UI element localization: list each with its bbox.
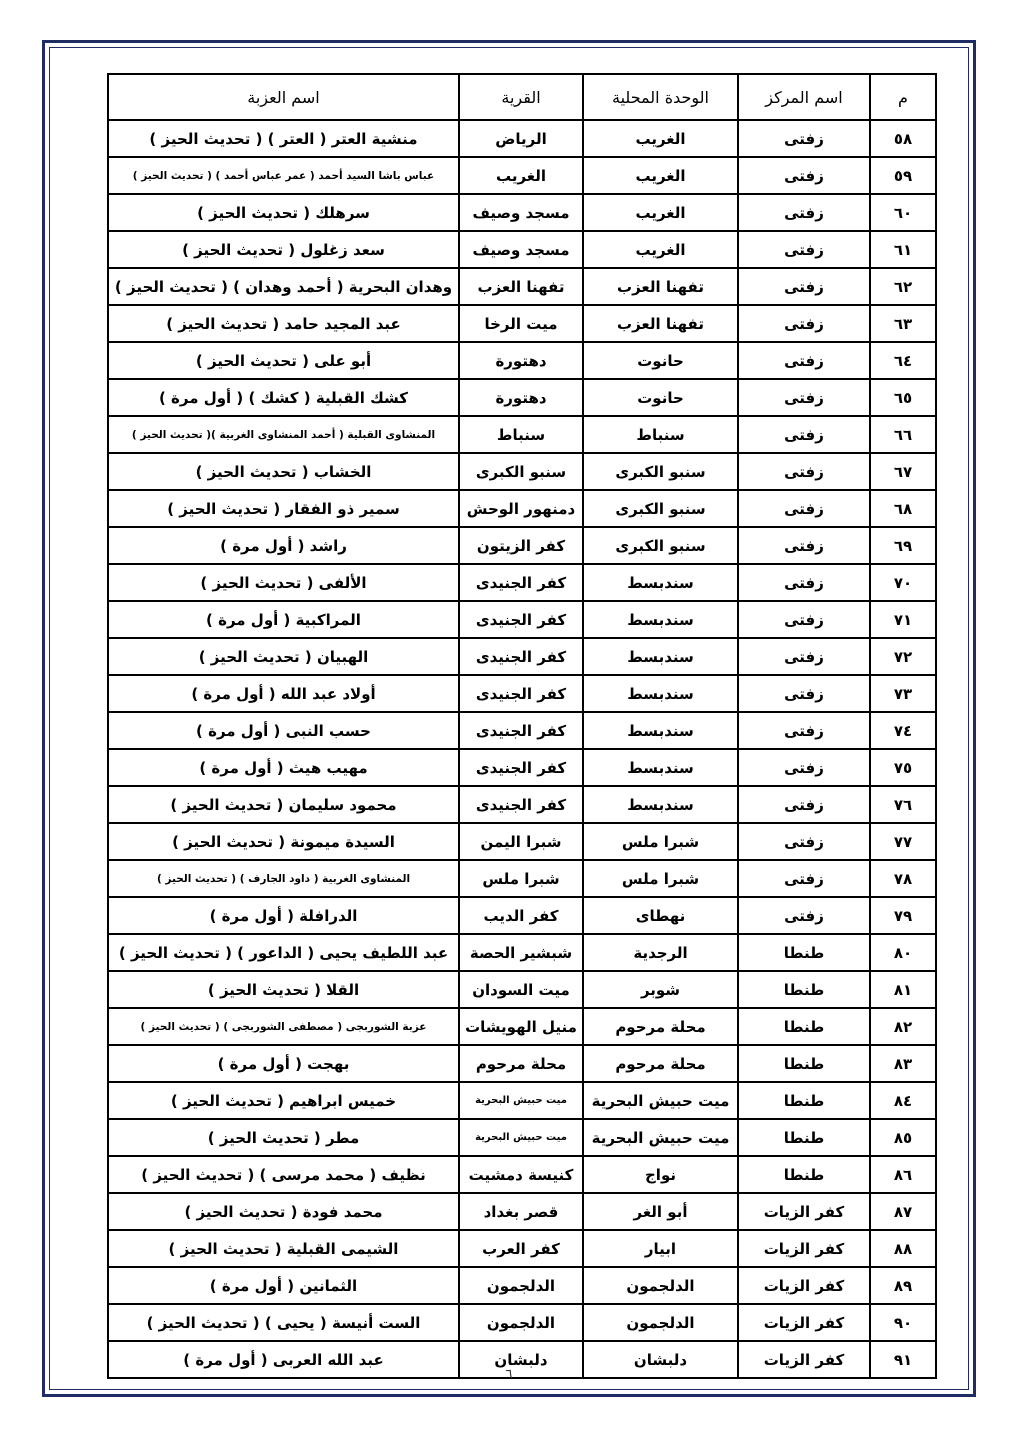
cell-center: طنطا	[738, 934, 870, 971]
cell-num: ٧٤	[870, 712, 936, 749]
cell-local-unit: سنبو الكبرى	[583, 490, 738, 527]
table-row	[108, 860, 936, 897]
cell-hamlet: عبد اللطيف يحيى ( الداعور ) ( تحديث الحيز )	[108, 934, 459, 971]
cell-hamlet: عبد الله العربى ( أول مرة )	[108, 1341, 459, 1378]
cell-village: الرياض	[459, 120, 583, 157]
cell-num: ٩٠	[870, 1304, 936, 1341]
cell-num: ٦٨	[870, 490, 936, 527]
cell-center: زفتى	[738, 379, 870, 416]
cell-center: زفتى	[738, 860, 870, 897]
cell-village: ميت السودان	[459, 971, 583, 1008]
cell-num: ٧٢	[870, 638, 936, 675]
table-row	[108, 675, 936, 712]
cell-hamlet: الشيمى القبلية ( تحديث الحيز )	[108, 1230, 459, 1267]
cell-center: طنطا	[738, 1045, 870, 1082]
header-hamlet: اسم العزبة	[108, 74, 459, 120]
cell-hamlet: محمد فودة ( تحديث الحيز )	[108, 1193, 459, 1230]
cell-local-unit: ميت حبيش البحرية	[583, 1082, 738, 1119]
cell-village: الدلجمون	[459, 1267, 583, 1304]
cell-hamlet: بهجت ( أول مرة )	[108, 1045, 459, 1082]
table-body	[108, 120, 936, 1378]
cell-hamlet: الهبيان ( تحديث الحيز )	[108, 638, 459, 675]
table-row	[108, 564, 936, 601]
cell-village: كفر الجنيدى	[459, 749, 583, 786]
cell-center: زفتى	[738, 527, 870, 564]
cell-num: ٧٩	[870, 897, 936, 934]
cell-village: الغريب	[459, 157, 583, 194]
cell-num: ٥٩	[870, 157, 936, 194]
cell-village: سنبو الكبرى	[459, 453, 583, 490]
cell-local-unit: الرجدية	[583, 934, 738, 971]
cell-local-unit: الدلجمون	[583, 1304, 738, 1341]
cell-local-unit: شوبر	[583, 971, 738, 1008]
cell-village: شبرا ملس	[459, 860, 583, 897]
cell-village: كفر الجنيدى	[459, 601, 583, 638]
cell-center: زفتى	[738, 157, 870, 194]
cell-hamlet: القلا ( تحديث الحيز )	[108, 971, 459, 1008]
cell-local-unit: تفهنا العزب	[583, 305, 738, 342]
cell-hamlet: نظيف ( محمد مرسى ) ( تحديث الحيز )	[108, 1156, 459, 1193]
cell-hamlet: سرهلك ( تحديث الحيز )	[108, 194, 459, 231]
cell-num: ٦٥	[870, 379, 936, 416]
cell-local-unit: الغريب	[583, 157, 738, 194]
cell-village: محلة مرحوم	[459, 1045, 583, 1082]
header-village: القرية	[459, 74, 583, 120]
cell-center: طنطا	[738, 1119, 870, 1156]
cell-hamlet: الألفى ( تحديث الحيز )	[108, 564, 459, 601]
cell-num: ٦٤	[870, 342, 936, 379]
table-row	[108, 823, 936, 860]
table-row	[108, 1267, 936, 1304]
cell-local-unit: ميت حبيش البحرية	[583, 1119, 738, 1156]
cell-village: دهتورة	[459, 379, 583, 416]
cell-center: زفتى	[738, 268, 870, 305]
cell-hamlet: المراكبية ( أول مرة )	[108, 601, 459, 638]
table-row	[108, 157, 936, 194]
cell-village: كفر الزيتون	[459, 527, 583, 564]
table-row	[108, 1230, 936, 1267]
cell-center: زفتى	[738, 564, 870, 601]
cell-village: كفر الجنيدى	[459, 564, 583, 601]
cell-hamlet: المنشاوى الغربية ( داود الجارف ) ( تحديث الحيز )	[108, 860, 459, 897]
cell-num: ٧٠	[870, 564, 936, 601]
cell-local-unit: شبرا ملس	[583, 860, 738, 897]
table-row	[108, 897, 936, 934]
cell-village: دهتورة	[459, 342, 583, 379]
cell-num: ٨٠	[870, 934, 936, 971]
cell-local-unit: سندبسط	[583, 712, 738, 749]
cell-center: زفتى	[738, 712, 870, 749]
cell-village: مسجد وصيف	[459, 194, 583, 231]
cell-hamlet: كشك القبلية ( كشك ) ( أول مرة )	[108, 379, 459, 416]
cell-hamlet: سعد زغلول ( تحديث الحيز )	[108, 231, 459, 268]
cell-local-unit: سنبو الكبرى	[583, 527, 738, 564]
cell-center: كفر الزيات	[738, 1341, 870, 1378]
cell-hamlet: مهيب هيث ( أول مرة )	[108, 749, 459, 786]
cell-hamlet: المنشاوى القبلية ( أحمد المنشاوى الغربية )( تحديث الحيز )	[108, 416, 459, 453]
cell-hamlet: عزبة الشوربجى ( مصطفى الشوربجى ) ( تحديث الحيز )	[108, 1008, 459, 1045]
cell-local-unit: الغريب	[583, 231, 738, 268]
table-row	[108, 971, 936, 1008]
cell-local-unit: سندبسط	[583, 601, 738, 638]
cell-local-unit: الغريب	[583, 120, 738, 157]
cell-center: زفتى	[738, 823, 870, 860]
cell-village: ميت الرخا	[459, 305, 583, 342]
table-row	[108, 749, 936, 786]
cell-num: ٦١	[870, 231, 936, 268]
table-row	[108, 490, 936, 527]
cell-village: شبشير الحصة	[459, 934, 583, 971]
cell-center: زفتى	[738, 749, 870, 786]
cell-num: ٨٤	[870, 1082, 936, 1119]
cell-num: ٧١	[870, 601, 936, 638]
table-row	[108, 786, 936, 823]
table-row	[108, 1156, 936, 1193]
cell-num: ٦٧	[870, 453, 936, 490]
cell-hamlet: وهدان البحرية ( أحمد وهدان ) ( تحديث الحيز )	[108, 268, 459, 305]
cell-hamlet: الثمانين ( أول مرة )	[108, 1267, 459, 1304]
cell-num: ٨١	[870, 971, 936, 1008]
cell-village: مسجد وصيف	[459, 231, 583, 268]
header-local-unit: الوحدة المحلية	[583, 74, 738, 120]
cell-local-unit: دلبشان	[583, 1341, 738, 1378]
cell-village: قصر بغداد	[459, 1193, 583, 1230]
cell-local-unit: سندبسط	[583, 786, 738, 823]
cell-num: ٧٣	[870, 675, 936, 712]
table-row	[108, 527, 936, 564]
cell-center: زفتى	[738, 638, 870, 675]
table-row	[108, 712, 936, 749]
table-row	[108, 268, 936, 305]
cell-hamlet: الست أنيسة ( يحيى ) ( تحديث الحيز )	[108, 1304, 459, 1341]
cell-village: دمنهور الوحش	[459, 490, 583, 527]
table-row	[108, 638, 936, 675]
cell-num: ٩١	[870, 1341, 936, 1378]
cell-local-unit: محلة مرحوم	[583, 1008, 738, 1045]
cell-center: زفتى	[738, 490, 870, 527]
cell-local-unit: نهطاى	[583, 897, 738, 934]
cell-local-unit: سندبسط	[583, 749, 738, 786]
cell-hamlet: السيدة ميمونة ( تحديث الحيز )	[108, 823, 459, 860]
cell-center: كفر الزيات	[738, 1267, 870, 1304]
cell-center: زفتى	[738, 675, 870, 712]
cell-hamlet: مطر ( تحديث الحيز )	[108, 1119, 459, 1156]
cell-center: طنطا	[738, 971, 870, 1008]
hamlets-table	[107, 73, 937, 1379]
cell-center: زفتى	[738, 305, 870, 342]
cell-local-unit: الدلجمون	[583, 1267, 738, 1304]
table-row	[108, 1193, 936, 1230]
cell-num: ٨٢	[870, 1008, 936, 1045]
cell-num: ٦٩	[870, 527, 936, 564]
cell-local-unit: سندبسط	[583, 638, 738, 675]
cell-village: كفر الجنيدى	[459, 638, 583, 675]
cell-village: كفر الديب	[459, 897, 583, 934]
cell-hamlet: سمير ذو الفقار ( تحديث الحيز )	[108, 490, 459, 527]
cell-num: ٦٣	[870, 305, 936, 342]
cell-local-unit: حانوت	[583, 379, 738, 416]
cell-num: ٦٦	[870, 416, 936, 453]
cell-hamlet: أبو على ( تحديث الحيز )	[108, 342, 459, 379]
cell-local-unit: تفهنا العزب	[583, 268, 738, 305]
table-row	[108, 453, 936, 490]
cell-num: ٥٨	[870, 120, 936, 157]
cell-local-unit: شبرا ملس	[583, 823, 738, 860]
cell-center: زفتى	[738, 601, 870, 638]
cell-village: منيل الهويشات	[459, 1008, 583, 1045]
cell-village: ميت حبيش البحرية	[459, 1119, 583, 1156]
cell-hamlet: الدرافلة ( أول مرة )	[108, 897, 459, 934]
cell-num: ٧٧	[870, 823, 936, 860]
cell-hamlet: منشية العتر ( العتر ) ( تحديث الحيز )	[108, 120, 459, 157]
cell-hamlet: راشد ( أول مرة )	[108, 527, 459, 564]
cell-village: كفر الجنيدى	[459, 712, 583, 749]
cell-num: ٨٨	[870, 1230, 936, 1267]
page-number: ٦	[505, 1367, 513, 1382]
cell-num: ٧٨	[870, 860, 936, 897]
cell-village: تفهنا العزب	[459, 268, 583, 305]
table-row	[108, 1119, 936, 1156]
cell-center: طنطا	[738, 1082, 870, 1119]
cell-center: طنطا	[738, 1008, 870, 1045]
cell-center: زفتى	[738, 342, 870, 379]
table-row	[108, 194, 936, 231]
cell-local-unit: ابيار	[583, 1230, 738, 1267]
cell-hamlet: حسب النبى ( أول مرة )	[108, 712, 459, 749]
cell-local-unit: حانوت	[583, 342, 738, 379]
cell-village: الدلجمون	[459, 1304, 583, 1341]
cell-num: ٦٠	[870, 194, 936, 231]
cell-center: زفتى	[738, 231, 870, 268]
cell-center: زفتى	[738, 120, 870, 157]
cell-hamlet: الخشاب ( تحديث الحيز )	[108, 453, 459, 490]
cell-local-unit: سندبسط	[583, 675, 738, 712]
cell-num: ٦٢	[870, 268, 936, 305]
cell-hamlet: خميس ابراهيم ( تحديث الحيز )	[108, 1082, 459, 1119]
cell-hamlet: عبد المجيد حامد ( تحديث الحيز )	[108, 305, 459, 342]
table-row	[108, 601, 936, 638]
cell-village: كفر الجنيدى	[459, 675, 583, 712]
cell-center: زفتى	[738, 786, 870, 823]
table-row	[108, 1304, 936, 1341]
table-row	[108, 379, 936, 416]
table-header-row	[108, 74, 936, 120]
cell-village: شبرا اليمن	[459, 823, 583, 860]
table-row	[108, 120, 936, 157]
cell-num: ٧٦	[870, 786, 936, 823]
table-row	[108, 1008, 936, 1045]
cell-village: كفر العرب	[459, 1230, 583, 1267]
table-row	[108, 1082, 936, 1119]
cell-num: ٧٥	[870, 749, 936, 786]
cell-center: زفتى	[738, 416, 870, 453]
cell-center: زفتى	[738, 897, 870, 934]
cell-center: زفتى	[738, 194, 870, 231]
cell-village: ميت حبيش البحرية	[459, 1082, 583, 1119]
cell-hamlet: عباس باشا السيد أحمد ( عمر عباس أحمد ) ( تحديث الحيز )	[108, 157, 459, 194]
cell-num: ٨٦	[870, 1156, 936, 1193]
cell-village: دلبشان	[459, 1341, 583, 1378]
header-center: اسم المركز	[738, 74, 870, 120]
cell-num: ٨٩	[870, 1267, 936, 1304]
header-num: م	[870, 74, 936, 120]
cell-num: ٨٣	[870, 1045, 936, 1082]
cell-hamlet: أولاد عبد الله ( أول مرة )	[108, 675, 459, 712]
table-row	[108, 342, 936, 379]
table-row	[108, 231, 936, 268]
cell-local-unit: الغريب	[583, 194, 738, 231]
table-row	[108, 416, 936, 453]
cell-local-unit: سنباط	[583, 416, 738, 453]
table-row	[108, 305, 936, 342]
cell-local-unit: سنبو الكبرى	[583, 453, 738, 490]
cell-local-unit: نواج	[583, 1156, 738, 1193]
cell-local-unit: أبو الغر	[583, 1193, 738, 1230]
cell-center: كفر الزيات	[738, 1193, 870, 1230]
cell-village: كنيسة دمشيت	[459, 1156, 583, 1193]
cell-village: كفر الجنيدى	[459, 786, 583, 823]
cell-center: كفر الزيات	[738, 1230, 870, 1267]
table-row	[108, 1045, 936, 1082]
cell-num: ٨٥	[870, 1119, 936, 1156]
cell-hamlet: محمود سليمان ( تحديث الحيز )	[108, 786, 459, 823]
cell-local-unit: سندبسط	[583, 564, 738, 601]
cell-local-unit: محلة مرحوم	[583, 1045, 738, 1082]
cell-village: سنباط	[459, 416, 583, 453]
cell-center: طنطا	[738, 1156, 870, 1193]
cell-center: كفر الزيات	[738, 1304, 870, 1341]
table-row	[108, 934, 936, 971]
cell-num: ٨٧	[870, 1193, 936, 1230]
cell-center: زفتى	[738, 453, 870, 490]
